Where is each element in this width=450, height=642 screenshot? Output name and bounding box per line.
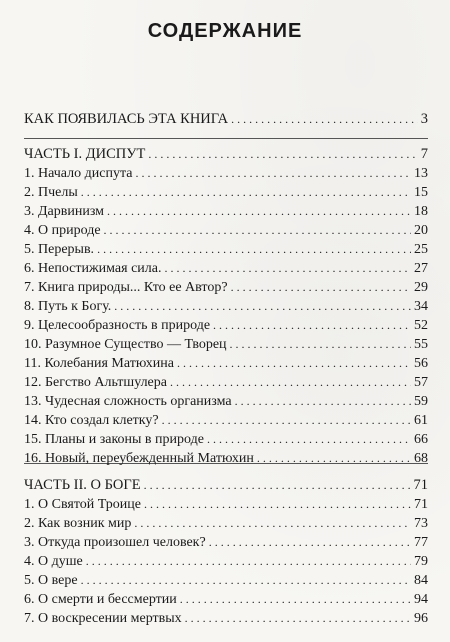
toc-entry-label: 16. Новый, переубежденный Матюхин (24, 451, 254, 466)
toc-entry-label: 13. Чудесная сложность организма (24, 394, 232, 409)
toc-entry-page: 68 (414, 451, 428, 466)
leader-dots (81, 183, 411, 201)
toc-entry (24, 495, 428, 513)
toc-entry (24, 183, 428, 201)
toc-entry-label: 1. Начало диспута (24, 166, 133, 181)
toc-entry (24, 590, 428, 608)
toc-entry-intro (24, 110, 428, 128)
toc-entry-label: 9. Целесообразность в природе (24, 318, 211, 333)
leader-dots (177, 354, 411, 372)
toc-entry-page: 71 (414, 497, 428, 512)
toc-entry-label: 15. Планы и законы в природе (24, 432, 204, 447)
toc-entry-label: 8. Путь к Богу. (24, 299, 112, 314)
toc-entry (24, 278, 428, 296)
toc-entry-page: 13 (414, 166, 428, 181)
leader-dots (144, 476, 411, 494)
toc-entry-label: 3. Дарвинизм (24, 204, 105, 219)
toc-entry-page: 73 (414, 516, 428, 531)
toc-entry-page: 52 (414, 318, 428, 333)
leader-dots (185, 609, 411, 627)
toc-entry-label: 5. Перерыв. (24, 242, 95, 257)
leader-dots (213, 316, 411, 334)
leader-dots (144, 495, 411, 513)
divider (24, 138, 428, 139)
leader-dots (207, 430, 411, 448)
leader-dots (114, 297, 411, 315)
leader-dots (209, 533, 411, 551)
toc-entry-label: 3. Откуда произошел человек? (24, 535, 206, 550)
toc-entry (24, 514, 428, 532)
leader-dots (235, 392, 411, 410)
toc-entry (24, 571, 428, 589)
toc-entry-label: 6. Непостижимая сила. (24, 261, 162, 276)
toc-entry-page: 29 (414, 280, 428, 295)
leader-dots (231, 278, 411, 296)
toc-entry (24, 335, 428, 353)
toc-entry (24, 533, 428, 551)
toc-entry (24, 392, 428, 410)
toc-entry-page: 25 (414, 242, 428, 257)
leader-dots (170, 373, 411, 391)
toc-entry-label: 7. Книга природы... Кто ее Автор? (24, 280, 228, 295)
leader-dots (231, 110, 418, 128)
toc-entry-page: 34 (414, 299, 428, 314)
leader-dots (97, 240, 411, 258)
toc-entry (24, 297, 428, 315)
leader-dots (148, 145, 417, 163)
toc-entry-page: 3 (420, 111, 428, 127)
toc-entry-label: 4. О душе (24, 554, 83, 569)
leader-dots (81, 571, 411, 589)
toc-entry-page: 66 (414, 432, 428, 447)
toc-entry-label: 6. О смерти и бессмертии (24, 592, 177, 607)
toc-entry-label: 10. Разумное Существо — Творец (24, 337, 227, 352)
toc-entry-page: 7 (420, 146, 428, 162)
toc-entry-page: 57 (414, 375, 428, 390)
toc-entry (24, 202, 428, 220)
toc-entry-part-2 (24, 476, 428, 494)
toc-entry (24, 221, 428, 239)
leader-dots (134, 514, 411, 532)
toc-entry-page: 61 (414, 413, 428, 428)
toc-entry-page: 59 (414, 394, 428, 409)
toc-entry-page: 77 (414, 535, 428, 550)
toc-entry-part-1 (24, 145, 428, 163)
toc-entry (24, 449, 428, 467)
leader-dots (230, 335, 411, 353)
leader-dots (107, 202, 411, 220)
leader-dots (164, 259, 411, 277)
toc-entry-label: 1. О Святой Троице (24, 497, 141, 512)
leader-dots (162, 411, 411, 429)
toc-entry-page: 18 (414, 204, 428, 219)
toc-entry-label: 7. О воскресении мертвых (24, 611, 182, 626)
toc-entry-page: 84 (414, 573, 428, 588)
toc-entry-page: 94 (414, 592, 428, 607)
toc-entry-label: 4. О природе (24, 223, 101, 238)
toc-entry (24, 552, 428, 570)
toc-entry (24, 240, 428, 258)
toc-entry-page: 27 (414, 261, 428, 276)
toc-entry (24, 609, 428, 627)
toc-entry-label: 12. Бегство Альтшулера (24, 375, 167, 390)
toc-entry (24, 430, 428, 448)
toc-entry-page: 15 (414, 185, 428, 200)
toc-entry-page: 71 (413, 477, 428, 493)
toc-entry-page: 79 (414, 554, 428, 569)
toc-entry (24, 164, 428, 182)
leader-dots (257, 449, 411, 467)
toc-entry-label: КАК ПОЯВИЛАСЬ ЭТА КНИГА (24, 111, 229, 127)
toc-entry-label: 2. Пчелы (24, 185, 78, 200)
toc-title: СОДЕРЖАНИЕ (147, 20, 303, 42)
leader-dots (135, 164, 411, 182)
toc-entry (24, 373, 428, 391)
toc-entry-page: 56 (414, 356, 428, 371)
toc-entry-label: 11. Колебания Матюхина (24, 356, 174, 371)
toc-entry (24, 354, 428, 372)
toc-entry-label: 2. Как возник мир (24, 516, 132, 531)
toc-entry-label: 14. Кто создал клетку? (24, 413, 159, 428)
toc-entry-label: ЧАСТЬ II. О БОГЕ (24, 477, 141, 493)
toc-entry-label: 5. О вере (24, 573, 78, 588)
toc-entry-page: 55 (414, 337, 428, 352)
leader-dots (86, 552, 411, 570)
toc-entry (24, 411, 428, 429)
leader-dots (180, 590, 411, 608)
toc-entry (24, 316, 428, 334)
toc-entry-page: 20 (414, 223, 428, 238)
leader-dots (104, 221, 411, 239)
toc-entry-page: 96 (414, 611, 428, 626)
toc-entry (24, 259, 428, 277)
toc-entry-label: ЧАСТЬ I. ДИСПУТ (24, 146, 146, 162)
